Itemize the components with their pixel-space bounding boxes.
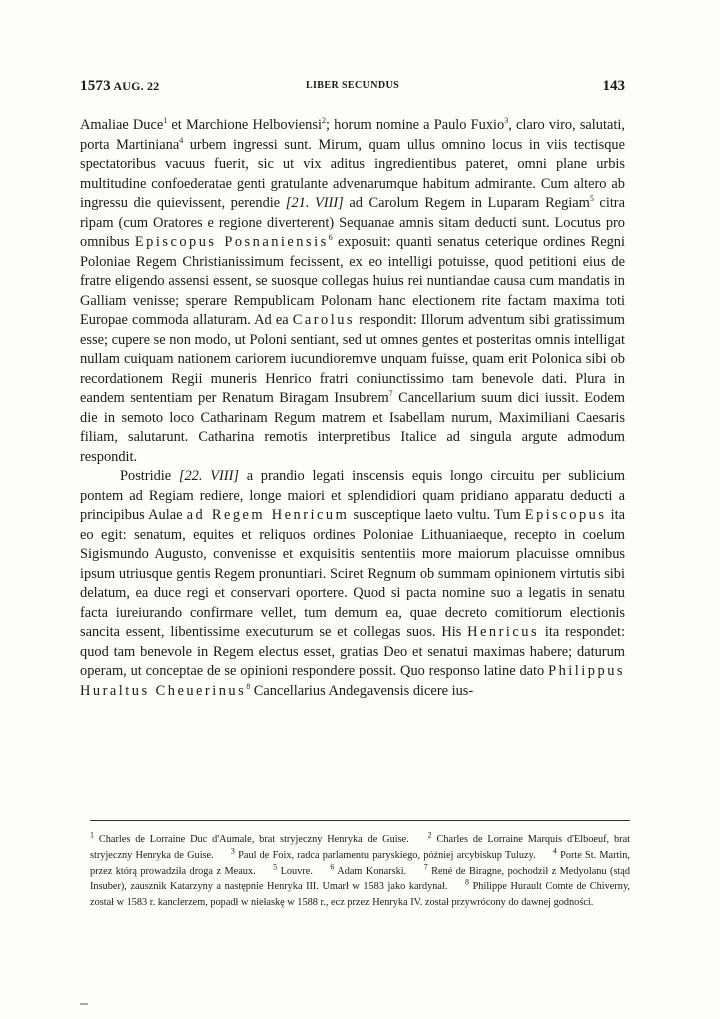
footnote — [230, 846, 536, 861]
footnote-number: 2 — [427, 830, 432, 840]
footnote-ref: 7 — [388, 389, 393, 399]
footnote-number: 3 — [230, 846, 235, 856]
footnote-number: 4 — [552, 846, 557, 856]
footnote-text: Charles de Lorraine Marquis d'Elboeuf, brat stryjeczny Henryka de Guise. — [90, 834, 630, 861]
footnote-number: 5 — [273, 862, 278, 872]
footnotes — [90, 832, 630, 911]
footnote-text: Adam Konarski. — [337, 865, 407, 877]
scan-speck — [80, 1003, 88, 1005]
text-run: respondit: Illorum adventum sibi gratissimum esse; cupere se non modo, ut Poloni sentiant, sed ut omnes gentes et posteritas omnis intelligat nullam cuiquam nationem cariorem iucundioremve unquam fuisse, quam erit Polonica sibi ob recordationem Regii muneris Henrico fratri coniunctissimo tam benevole dati. Plura in eandem sententiam per Renatum Biragam Insubrem — [80, 312, 625, 406]
text-run: a prandio legati inscensis equis longo circuitu per sublicium pontem ad Regiam rediere, longe maiori et splendidiori quam pridiano apparatu deducti a principibus Aulae — [80, 468, 625, 523]
text-run: Amaliae Duce — [80, 117, 164, 133]
footnote-number: 8 — [465, 877, 469, 887]
text-run: et Marchione Helboviensi — [167, 117, 322, 133]
main-text — [80, 116, 625, 701]
footnote — [273, 862, 313, 877]
footnote-number: 7 — [423, 862, 428, 872]
spaced-name: ad Regem Henricum — [186, 507, 350, 523]
footnote-text: Porte St. Martin, przez którą prowadziła droga z Meaux. — [90, 849, 631, 877]
footnote-ref: 3 — [504, 116, 509, 126]
header-month-day: AUG. 22 — [113, 79, 160, 93]
footnote-divider — [90, 820, 630, 821]
footnote-text: Paul de Foix, radca parlamentu paryskiego, później arcybiskup Tuluzy. — [238, 849, 536, 861]
running-header — [80, 78, 625, 100]
header-year: 1573 — [80, 78, 111, 94]
header-title: LIBER SECUNDUS — [305, 80, 400, 91]
footnote-text: Louvre. — [280, 865, 313, 877]
text-run: susceptique laeto vultu. Tum — [349, 507, 525, 523]
footnote-text: Philippe Hurault Comte de Chiverny, został w 1583 r. kanclerzem, popadł w niełaskę w 1588 r., ecz przez Henryka IV. został przywrócony do dawnej godności. — [90, 881, 631, 909]
footnote-ref: 5 — [589, 194, 594, 204]
spaced-name: Carolus — [292, 312, 356, 328]
text-run: ; horum nomine a Paulo Fuxio — [325, 117, 505, 133]
footnote-number: 6 — [330, 862, 335, 872]
paragraph-2 — [80, 467, 625, 701]
footnote-ref: 6 — [328, 233, 333, 243]
text-run: , claro viro, salutati, porta Martiniana — [80, 117, 625, 153]
text-run: ita respondet: quod tam benevole in Regem electus esset, gratias Deo et senatui maximas habere; daturum operam, ut conceptae de se opinioni respondere possit. Quo responso latine dato — [80, 624, 625, 679]
spaced-name: Episcopus Posnaniensis — [134, 234, 329, 250]
date-note: [21. VIII] — [285, 195, 344, 211]
spaced-name: Henricus — [467, 624, 540, 640]
footnote-ref: 8 — [246, 681, 251, 691]
footnote — [90, 830, 409, 845]
footnote-number: 1 — [90, 830, 94, 840]
footnote-ref: 4 — [179, 135, 184, 145]
text-run: citra ripam (cum Oratores e regione diverterent) Sequanae amnis sitam deducti sunt. Locutus pro omnibus — [80, 195, 625, 250]
text-run: ita eo egit: senatum, equites et reliquos ordines Poloniae Lithuaniaeque, recepto in coelum Sigismundo Augusto, convenisse et exquisitis sententiis more maiorum placuisse omnibus ipsum utriusque gentis Regem pronuntiari. Sciret Regnum ob summam opinionem virtutis sibi delatum, ea duce regi et conservari oportere. Quod si pacta nomine suo a legatis in senatu facta iureiurando confirmare vellet, tum demum ea, quae decreto comitiorum electionis sancita essent, libentissime executurum se et collegas suos. His — [80, 507, 626, 640]
footnote-ref: 1 — [163, 116, 168, 126]
footnote — [330, 862, 407, 877]
text-run: urbem ingressi sunt. Mirum, quam ullus omnino locus in viis tectisque spectatoribus vacuus fuerit, sic ut vix aditus ingredientibus pateret, omni plane urbis multitudine confoederatae genti gratulante advenarumque habitum admirante. Cum altero ab ingressu die quievissent, perendie — [80, 136, 625, 211]
footnote-ref: 2 — [321, 116, 326, 126]
text-run: Cancellarius Andegavensis dicere ius- — [250, 682, 474, 699]
text-run: Postridie — [120, 468, 179, 484]
date-note: [22. VIII] — [178, 468, 239, 484]
text-run: Cancellarium suum dici iussit. Eodem die in semoto loco Catharinam Regum matrem et Isabellam nurum, Maximiliani Caesaris filiam, salutarunt. Catharina remotis interpretibus Italice ad singula argute admodum respondit. — [80, 390, 625, 465]
spaced-name: Philippus Huraltus Cheuerinus — [80, 663, 625, 699]
text-run: ad Carolum Regem in Luparam Regiam — [343, 195, 590, 211]
paragraph-1 — [80, 116, 625, 467]
spaced-name: Episcopus — [524, 507, 607, 523]
footnote-text: René de Biragne, pochodził z Medyolanu (stąd Insuber), zausznik Katarzyny a następnie Henryka III. Umarł w 1583 jako kardynał. — [90, 865, 631, 893]
page-number: 143 — [602, 78, 625, 94]
text-run: exposuit: quanti senatus ceterique ordines Regni Poloniae Regem Christianissimum fecissent, ex eo intelligi potuisse, quod petitioni eius de fratre eligendo assensi essent, se suosque collegas huius rei nuntiandae causa cum mandatis in Galliam venisse; sperare Rempublicam Polonam hanc electionem rite factam maxima toti Europae commoda allaturam. Ad ea — [80, 234, 625, 328]
footnote-text: Charles de Lorraine Duc d'Aumale, brat stryjeczny Henryka de Guise. — [98, 834, 409, 845]
